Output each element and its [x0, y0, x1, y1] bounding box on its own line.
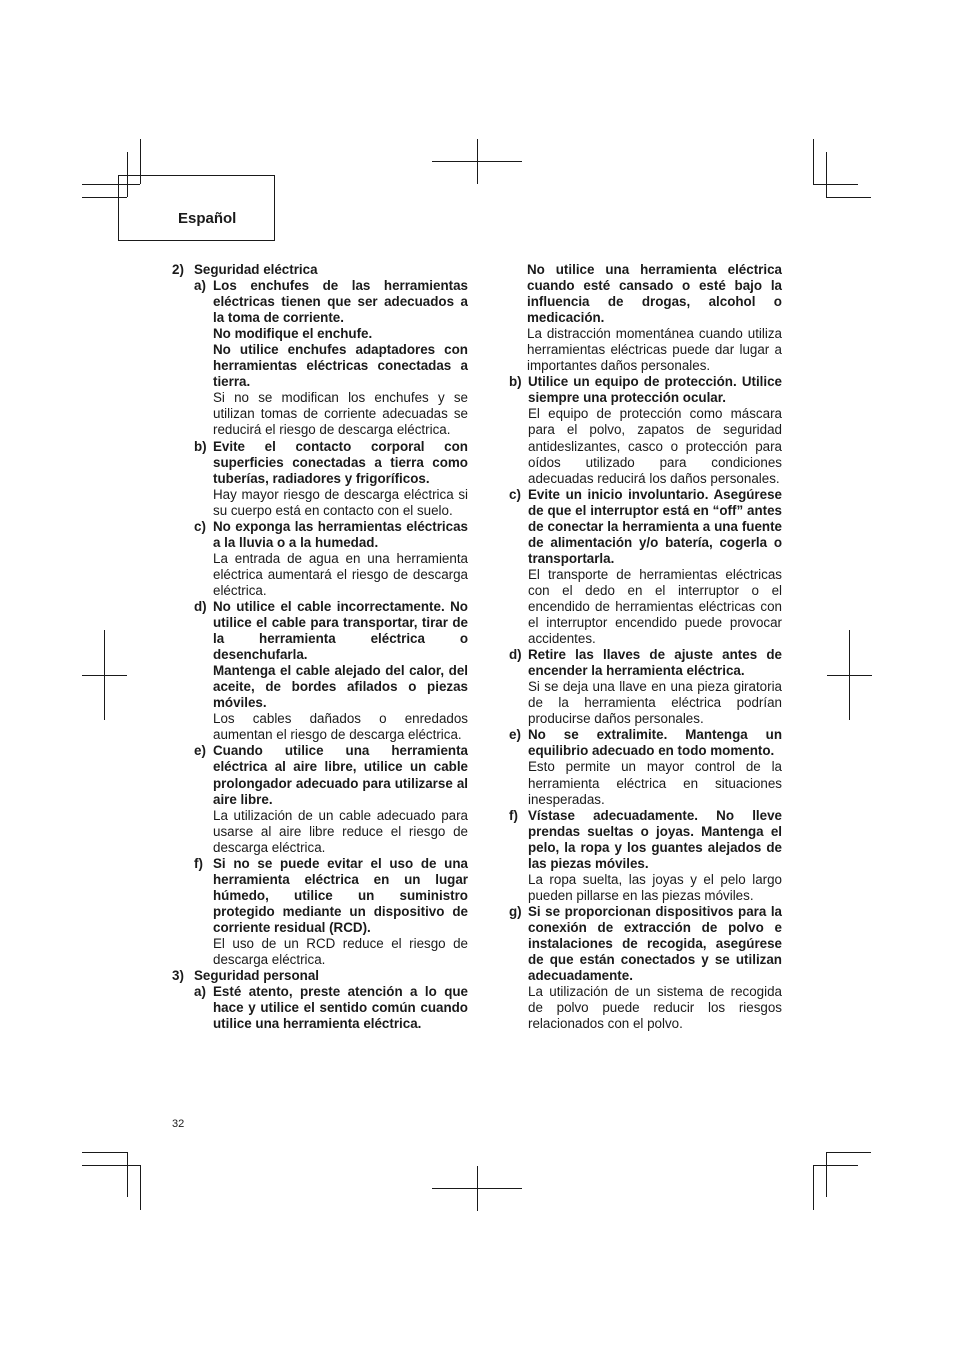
item-warning: Vístase adecuadamente. No lleve prendas sueltas o joyas. Mantenga el pelo, la ropa y los guantes alejados de las piezas móviles. — [528, 807, 782, 871]
list-item — [509, 487, 782, 647]
item-explanation: El transporte de herramientas eléctricas con el dedo en el interruptor o el encendido de herramientas eléctricas con el interruptor encendido puede provocar accidentes. — [528, 566, 782, 647]
item-warning: No utilice el cable incorrectamente. No utilice el cable para transportar, tirar de la herramienta eléctrica o desenchufarla. — [213, 598, 468, 663]
item-warning: No utilice enchufes adaptadores con herramientas eléctricas conectadas a tierra. — [213, 342, 468, 390]
item-explanation: La utilización de un cable adecuado para usarse al aire libre reduce el riesgo de descarga eléctrica. — [213, 807, 468, 855]
item-explanation: Esto permite un mayor control de la herramienta eléctrica en situaciones inesperadas. — [528, 759, 782, 807]
item-explanation: Si se deja una llave en una pieza giratoria de la herramienta eléctrica podrían producirse daños personales. — [528, 679, 782, 727]
item-explanation: Si no se modifican los enchufes y se utilizan tomas de corriente adecuadas se reducirá el riesgo de descarga eléctrica. — [213, 390, 468, 438]
item-label: a) — [194, 984, 206, 1000]
list-item — [194, 743, 468, 855]
list-item — [194, 439, 468, 519]
list-item-continued — [509, 262, 782, 374]
item-explanation: La ropa suelta, las joyas y el pelo largo pueden pillarse en las piezas móviles. — [528, 871, 782, 903]
item-explanation: El equipo de protección como máscara para el polvo, zapatos de seguridad antideslizantes, casco o protección para oídos utilizado para condiciones adecuadas reducirá los daños personales. — [528, 406, 782, 486]
item-label: e) — [194, 743, 206, 759]
item-explanation: La distracción momentánea cuando utiliza herramientas eléctricas puede dar lugar a importantes daños personales. — [527, 326, 782, 374]
section-title: Seguridad personal — [194, 968, 320, 984]
section-number: 2) — [172, 262, 184, 277]
item-warning: Si se proporcionan dispositivos para la conexión de extracción de polvo e instalaciones de recogida, asegúrese de que están conectados y se utilizan adecuadamente. — [528, 903, 782, 984]
section-number: 3) — [172, 968, 184, 984]
item-warning: Utilice un equipo de protección. Utilice siempre una protección ocular. — [528, 374, 782, 406]
item-label: b) — [509, 374, 522, 390]
item-label: e) — [509, 727, 521, 743]
section-personal-safety — [172, 968, 468, 1032]
section-electrical-safety — [172, 262, 468, 968]
item-warning: No utilice una herramienta eléctrica cuando esté cansado o esté bajo la influencia de drogas, alcohol o medicación. — [527, 262, 782, 326]
item-label: c) — [194, 518, 206, 534]
item-warning: Los enchufes de las herramientas eléctricas tienen que ser adecuados a la toma de corriente. — [213, 278, 468, 326]
list-item — [509, 808, 782, 904]
item-warning: Evite un inicio involuntario. Asegúrese de que el interruptor está en “off” antes de conectar la herramienta a una fuente de alimentación y/o batería, cogerla o transportarla. — [528, 486, 782, 566]
page-number: 32 — [172, 1118, 185, 1130]
item-label: f) — [509, 807, 518, 823]
item-label: a) — [194, 278, 206, 294]
item-warning: Esté atento, preste atención a lo que hace y utilice el sentido común cuando utilice una herramienta eléctrica. — [213, 984, 468, 1032]
language-label: Español — [178, 210, 237, 227]
item-explanation: La utilización de un sistema de recogida de polvo puede reducir los riesgos relacionados con el polvo. — [528, 984, 782, 1032]
list-item — [509, 374, 782, 486]
item-label: d) — [509, 647, 522, 663]
item-label: b) — [194, 438, 207, 454]
item-explanation: Hay mayor riesgo de descarga eléctrica si su cuerpo está en contacto con el suelo. — [213, 486, 468, 518]
item-warning: Retire las llaves de ajuste antes de encender la herramienta eléctrica. — [528, 647, 782, 679]
list-item — [509, 647, 782, 727]
item-warning: No modifique el enchufe. — [213, 326, 373, 342]
item-label: g) — [509, 903, 522, 919]
list-item — [194, 984, 468, 1032]
list-item — [194, 278, 468, 438]
right-column — [509, 262, 782, 1032]
list-item — [194, 599, 468, 743]
section-title: Seguridad eléctrica — [194, 262, 318, 277]
item-warning: Evite el contacto corporal con superficies conectadas a tierra como tuberías, radiadores y frigoríficos. — [213, 438, 468, 486]
item-explanation: El uso de un RCD reduce el riesgo de descarga eléctrica. — [213, 935, 468, 968]
item-explanation: Los cables dañados o enredados aumentan el riesgo de descarga eléctrica. — [213, 711, 468, 743]
item-label: c) — [509, 486, 521, 502]
item-warning: Cuando utilice una herramienta eléctrica al aire libre, utilice un cable prolongador adecuado para utilizarse al aire libre. — [213, 743, 468, 807]
left-column — [172, 262, 468, 1032]
item-label: f) — [194, 855, 203, 871]
list-item — [509, 904, 782, 1032]
item-label: d) — [194, 598, 207, 614]
item-warning: Mantenga el cable alejado del calor, del aceite, de bordes afilados o piezas móviles. — [213, 663, 468, 711]
list-item — [509, 727, 782, 807]
item-warning: No exponga las herramientas eléctricas a la lluvia o a la humedad. — [213, 518, 468, 550]
item-explanation: La entrada de agua en una herramienta eléctrica aumentará el riesgo de descarga eléctrica. — [213, 550, 468, 598]
language-tab — [118, 175, 275, 241]
item-warning: Si no se puede evitar el uso de una herramienta eléctrica en un lugar húmedo, utilice un suministro protegido mediante un dispositivo de corriente residual (RCD). — [213, 855, 468, 935]
list-item — [194, 856, 468, 968]
list-item — [194, 519, 468, 599]
item-warning: No se extralimite. Mantenga un equilibrio adecuado en todo momento. — [528, 727, 782, 759]
